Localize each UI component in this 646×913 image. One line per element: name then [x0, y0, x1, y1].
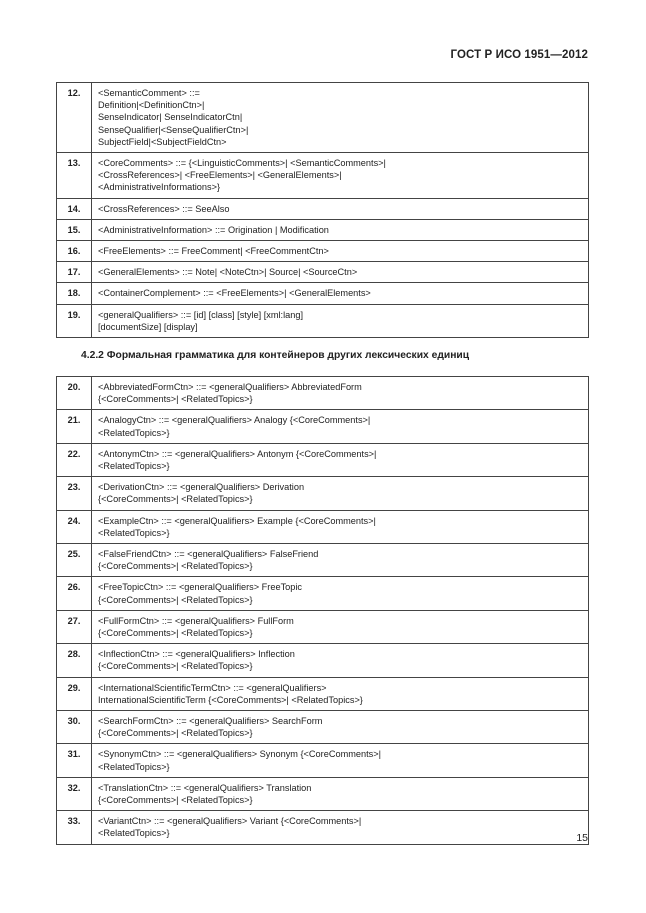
rule-number: 20.: [57, 377, 92, 410]
rule-number: 19.: [57, 304, 92, 337]
rule-text: <FullFormCtn> ::= <generalQualifiers> FullForm {<CoreComments>| <RelatedTopics>}: [92, 610, 589, 643]
rule-text: <DerivationCtn> ::= <generalQualifiers> Derivation {<CoreComments>| <RelatedTopics>}: [92, 477, 589, 510]
table-row: [57, 304, 589, 337]
table-row: [57, 711, 589, 744]
table-row: [57, 283, 589, 304]
rule-number: 23.: [57, 477, 92, 510]
rule-text: <ExampleCtn> ::= <generalQualifiers> Example {<CoreComments>| <RelatedTopics>}: [92, 510, 589, 543]
table-row: [57, 544, 589, 577]
rule-number: 32.: [57, 777, 92, 810]
table-row: [57, 83, 589, 153]
rule-text: <FreeTopicCtn> ::= <generalQualifiers> FreeTopic {<CoreComments>| <RelatedTopics>}: [92, 577, 589, 610]
rule-number: 28.: [57, 644, 92, 677]
rule-number: 26.: [57, 577, 92, 610]
rule-number: 12.: [57, 83, 92, 153]
table-row: [57, 577, 589, 610]
grammar-table-2: [56, 376, 589, 845]
table-row: [57, 410, 589, 443]
table-row: [57, 510, 589, 543]
table-row: [57, 777, 589, 810]
table-row: [57, 262, 589, 283]
rule-number: 13.: [57, 153, 92, 199]
table-row: [57, 677, 589, 710]
table-row: [57, 153, 589, 199]
table-row: [57, 744, 589, 777]
rule-text: <CoreComments> ::= {<LinguisticComments>| <SemanticComments>| <CrossReferences>| <FreeElements>| <GeneralElements>| <AdministrativeInformations>}: [92, 153, 589, 199]
rule-number: 18.: [57, 283, 92, 304]
rule-text: <CrossReferences> ::= SeeAlso: [92, 198, 589, 219]
rule-text: <AntonymCtn> ::= <generalQualifiers> Antonym {<CoreComments>| <RelatedTopics>}: [92, 443, 589, 476]
table-row: [57, 241, 589, 262]
rule-text: <InflectionCtn> ::= <generalQualifiers> Inflection {<CoreComments>| <RelatedTopics>}: [92, 644, 589, 677]
rule-number: 29.: [57, 677, 92, 710]
grammar-table-1: [56, 82, 589, 338]
document-header: ГОСТ Р ИСО 1951—2012: [450, 49, 588, 61]
table-row: [57, 219, 589, 240]
rule-number: 33.: [57, 811, 92, 844]
rule-text: <SynonymCtn> ::= <generalQualifiers> Synonym {<CoreComments>| <RelatedTopics>}: [92, 744, 589, 777]
table-row: [57, 198, 589, 219]
table-row: [57, 443, 589, 476]
rule-text: <GeneralElements> ::= Note| <NoteCtn>| Source| <SourceCtn>: [92, 262, 589, 283]
rule-number: 14.: [57, 198, 92, 219]
rule-number: 31.: [57, 744, 92, 777]
table-row: [57, 811, 589, 844]
table-row: [57, 377, 589, 410]
rule-number: 21.: [57, 410, 92, 443]
rule-text: <InternationalScientificTermCtn> ::= <generalQualifiers> InternationalScientificTerm {<CoreComments>| <RelatedTopics>}: [92, 677, 589, 710]
rule-number: 25.: [57, 544, 92, 577]
rule-text: <generalQualifiers> ::= [id] [class] [style] [xml:lang] [documentSize] [display]: [92, 304, 589, 337]
section-title: 4.2.2 Формальная грамматика для контейнеров других лексических единиц: [81, 350, 470, 361]
table-row: [57, 610, 589, 643]
rule-number: 16.: [57, 241, 92, 262]
rule-text: <TranslationCtn> ::= <generalQualifiers> Translation {<CoreComments>| <RelatedTopics>}: [92, 777, 589, 810]
page-number: 15: [576, 832, 588, 844]
rule-text: <VariantCtn> ::= <generalQualifiers> Variant {<CoreComments>| <RelatedTopics>}: [92, 811, 589, 844]
rule-text: <AbbreviatedFormCtn> ::= <generalQualifiers> AbbreviatedForm {<CoreComments>| <RelatedTopics>}: [92, 377, 589, 410]
rule-number: 27.: [57, 610, 92, 643]
rule-number: 22.: [57, 443, 92, 476]
rule-number: 30.: [57, 711, 92, 744]
rule-text: <AnalogyCtn> ::= <generalQualifiers> Analogy {<CoreComments>| <RelatedTopics>}: [92, 410, 589, 443]
rule-text: <ContainerComplement> ::= <FreeElements>| <GeneralElements>: [92, 283, 589, 304]
rule-number: 17.: [57, 262, 92, 283]
rule-number: 15.: [57, 219, 92, 240]
rule-text: <FalseFriendCtn> ::= <generalQualifiers> FalseFriend {<CoreComments>| <RelatedTopics>}: [92, 544, 589, 577]
rule-text: <SearchFormCtn> ::= <generalQualifiers> SearchForm {<CoreComments>| <RelatedTopics>}: [92, 711, 589, 744]
rule-text: <SemanticComment> ::= Definition|<DefinitionCtn>| SenseIndicator| SenseIndicatorCtn| SenseQualifier|<SenseQualifierCtn>| SubjectField|<SubjectFieldCtn>: [92, 83, 589, 153]
rule-number: 24.: [57, 510, 92, 543]
table-row: [57, 644, 589, 677]
rule-text: <AdministrativeInformation> ::= Origination | Modification: [92, 219, 589, 240]
table-row: [57, 477, 589, 510]
rule-text: <FreeElements> ::= FreeComment| <FreeCommentCtn>: [92, 241, 589, 262]
